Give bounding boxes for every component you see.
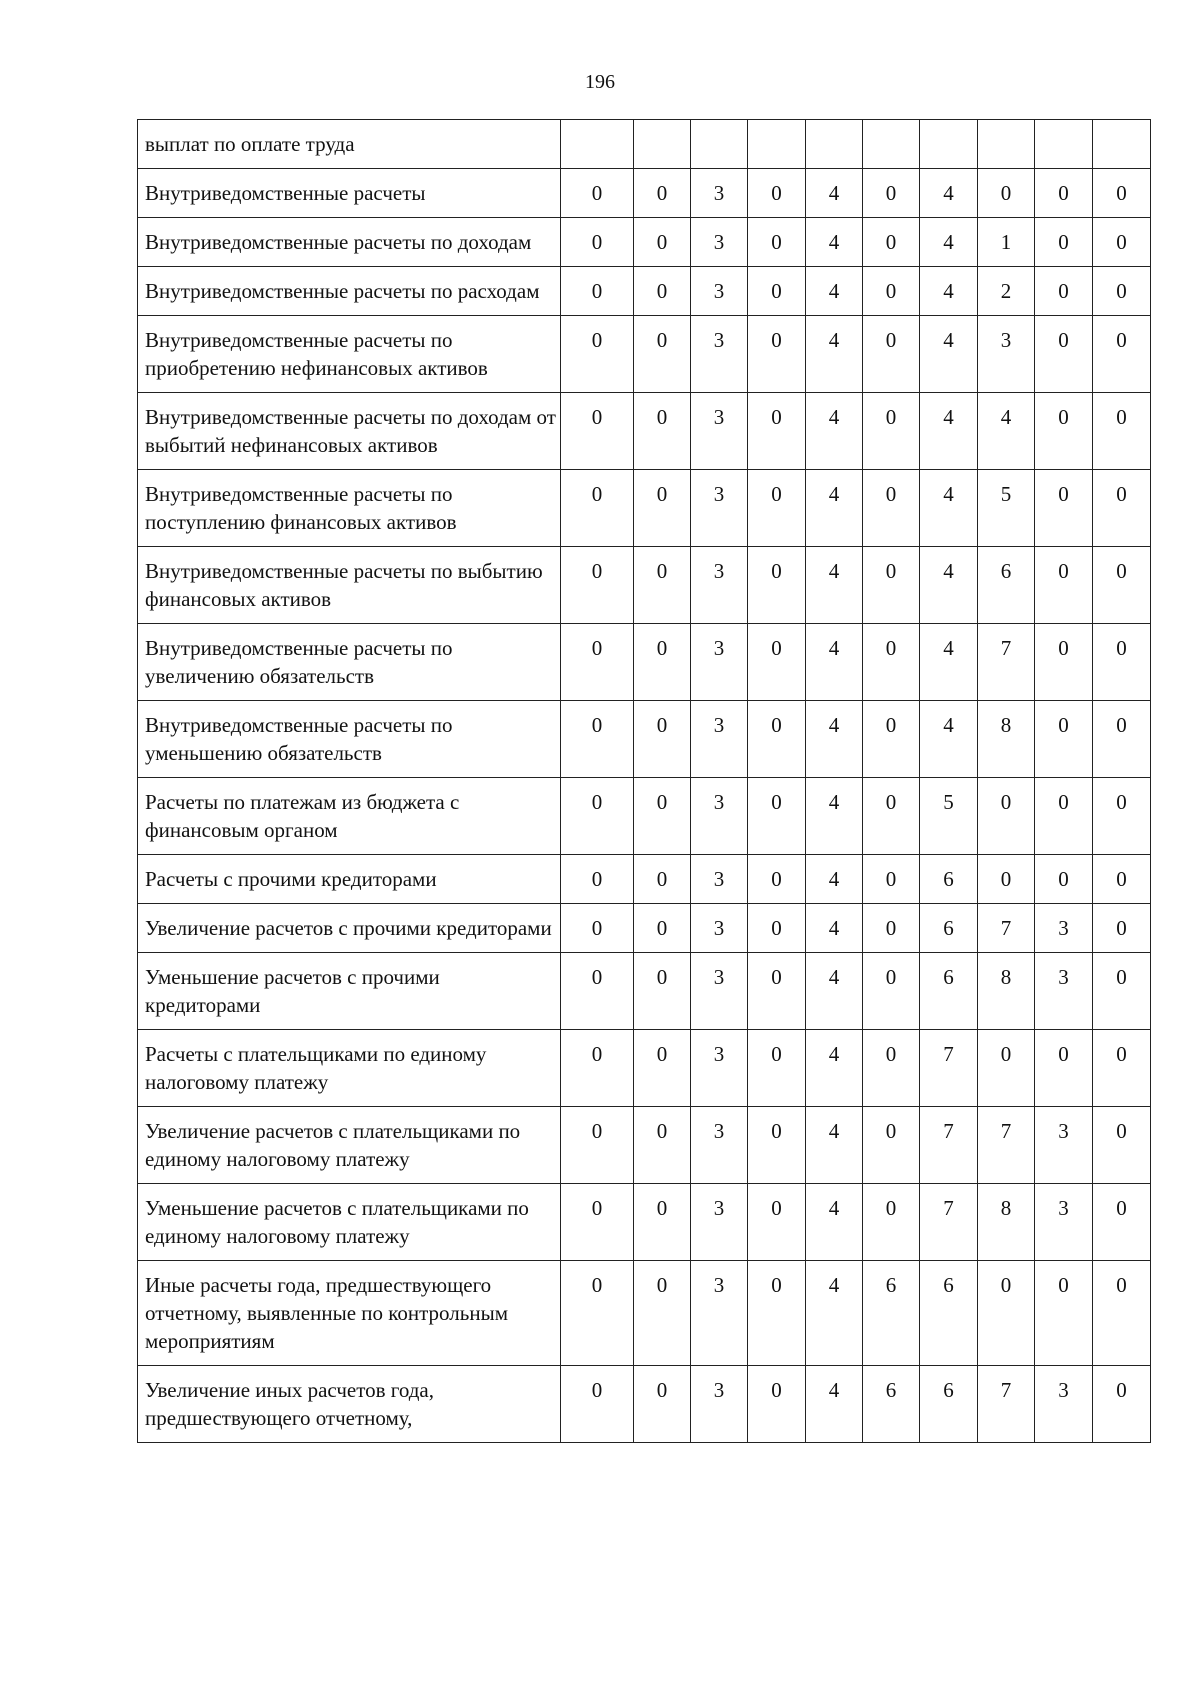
code-digit-cell: 0 [1093,855,1151,904]
code-digit-cell: 0 [1093,624,1151,701]
code-digit-cell: 4 [920,470,978,547]
code-digit-cell: 3 [691,470,748,547]
code-digit-cell: 4 [806,169,863,218]
code-digit-cell: 0 [863,218,920,267]
code-digit-cell: 0 [748,1184,806,1261]
table-row [138,624,1151,701]
code-digit-cell: 0 [863,1030,920,1107]
code-digit-cell: 3 [691,953,748,1030]
code-digit-cell: 0 [978,855,1035,904]
code-digit-cell: 8 [978,953,1035,1030]
code-digit-cell: 0 [978,1261,1035,1366]
row-name-cell: Внутриведомственные расчеты по уменьшению обязательств [138,701,561,778]
code-digit-cell: 4 [978,393,1035,470]
code-digit-cell: 0 [748,1107,806,1184]
code-digit-cell: 4 [806,547,863,624]
code-digit-cell: 4 [806,701,863,778]
code-digit-cell: 0 [748,778,806,855]
code-digit-cell: 0 [1035,470,1093,547]
code-digit-cell: 0 [863,169,920,218]
code-digit-cell: 0 [634,267,691,316]
code-digit-cell: 3 [691,218,748,267]
code-digit-cell: 3 [691,1366,748,1443]
code-digit-cell: 0 [1093,904,1151,953]
code-digit-cell: 0 [1093,701,1151,778]
code-digit-cell: 0 [561,904,634,953]
row-name-cell: выплат по оплате труда [138,120,561,169]
code-digit-cell [634,120,691,169]
code-digit-cell: 0 [748,169,806,218]
page-number: 196 [585,71,615,93]
code-digit-cell: 0 [748,470,806,547]
row-name-cell: Внутриведомственные расчеты [138,169,561,218]
code-digit-cell: 0 [863,904,920,953]
code-digit-cell: 0 [1093,1261,1151,1366]
code-digit-cell: 3 [1035,1366,1093,1443]
code-digit-cell: 0 [748,393,806,470]
row-name-cell: Увеличение расчетов с прочими кредиторами [138,904,561,953]
table-row [138,316,1151,393]
code-digit-cell: 0 [561,701,634,778]
code-digit-cell: 0 [561,169,634,218]
code-digit-cell [561,120,634,169]
code-digit-cell: 3 [1035,904,1093,953]
code-digit-cell: 0 [748,624,806,701]
code-digit-cell: 8 [978,1184,1035,1261]
code-digit-cell: 7 [920,1107,978,1184]
code-digit-cell: 3 [1035,1184,1093,1261]
code-digit-cell: 4 [806,624,863,701]
code-digit-cell: 4 [806,1366,863,1443]
code-digit-cell: 3 [691,624,748,701]
code-digit-cell: 0 [1035,1030,1093,1107]
code-digit-cell: 3 [691,778,748,855]
code-digit-cell: 0 [1035,393,1093,470]
code-digit-cell: 7 [920,1030,978,1107]
code-digit-cell: 3 [691,393,748,470]
code-digit-cell: 0 [561,316,634,393]
row-name-cell: Внутриведомственные расчеты по выбытию финансовых активов [138,547,561,624]
code-digit-cell: 4 [806,316,863,393]
code-digit-cell: 0 [1035,778,1093,855]
row-name-cell: Расчеты с прочими кредиторами [138,855,561,904]
code-digit-cell: 6 [920,904,978,953]
code-digit-cell: 4 [806,778,863,855]
code-digit-cell: 0 [1093,169,1151,218]
code-digit-cell: 3 [691,855,748,904]
table-row [138,1030,1151,1107]
code-digit-cell: 0 [863,267,920,316]
code-digit-cell: 0 [561,1030,634,1107]
code-digit-cell: 3 [691,547,748,624]
code-digit-cell: 0 [1035,1261,1093,1366]
table-row [138,169,1151,218]
code-digit-cell: 6 [863,1366,920,1443]
code-digit-cell: 0 [1093,778,1151,855]
code-digit-cell: 4 [920,701,978,778]
code-digit-cell [978,120,1035,169]
code-digit-cell: 3 [691,1261,748,1366]
code-digit-cell: 0 [1035,169,1093,218]
code-digit-cell: 0 [634,1030,691,1107]
code-digit-cell: 4 [806,1030,863,1107]
row-name-cell: Внутриведомственные расчеты по приобретению нефинансовых активов [138,316,561,393]
table-row [138,393,1151,470]
row-name-cell: Внутриведомственные расчеты по увеличению обязательств [138,624,561,701]
code-digit-cell: 0 [561,624,634,701]
code-digit-cell: 0 [634,393,691,470]
code-digit-cell: 0 [634,1184,691,1261]
code-digit-cell: 7 [978,904,1035,953]
code-digit-cell: 0 [634,316,691,393]
code-digit-cell: 4 [806,904,863,953]
code-digit-cell: 4 [806,218,863,267]
code-digit-cell: 0 [561,1261,634,1366]
code-digit-cell: 0 [634,855,691,904]
code-digit-cell: 4 [806,855,863,904]
code-digit-cell: 0 [561,267,634,316]
table-row [138,1366,1151,1443]
row-name-cell: Увеличение иных расчетов года, предшествующего отчетному, [138,1366,561,1443]
code-digit-cell: 7 [978,1107,1035,1184]
table-row [138,855,1151,904]
code-digit-cell: 3 [691,1030,748,1107]
code-digit-cell: 0 [748,267,806,316]
code-digit-cell: 3 [691,701,748,778]
code-digit-cell: 0 [634,1107,691,1184]
code-digit-cell [863,120,920,169]
code-digit-cell: 3 [691,316,748,393]
code-digit-cell: 6 [920,1366,978,1443]
code-digit-cell: 0 [1035,701,1093,778]
code-digit-cell: 0 [561,953,634,1030]
code-digit-cell: 0 [748,1030,806,1107]
code-digit-cell: 0 [1035,624,1093,701]
table-row [138,953,1151,1030]
code-digit-cell: 0 [1093,267,1151,316]
code-digit-cell: 4 [920,624,978,701]
row-name-cell: Внутриведомственные расчеты по доходам [138,218,561,267]
code-digit-cell: 0 [863,953,920,1030]
row-name-cell: Уменьшение расчетов с плательщиками по единому налоговому платежу [138,1184,561,1261]
code-digit-cell: 0 [561,1366,634,1443]
table-row [138,267,1151,316]
code-digit-cell [691,120,748,169]
code-digit-cell: 0 [1093,1030,1151,1107]
table-row [138,470,1151,547]
row-name-cell: Внутриведомственные расчеты по доходам от выбытий нефинансовых активов [138,393,561,470]
code-digit-cell: 3 [691,1184,748,1261]
code-digit-cell: 0 [561,470,634,547]
code-digit-cell: 0 [748,1261,806,1366]
code-digit-cell: 0 [863,547,920,624]
row-name-cell: Расчеты с плательщиками по единому налоговому платежу [138,1030,561,1107]
table-row [138,701,1151,778]
code-digit-cell: 0 [748,953,806,1030]
code-digit-cell: 0 [634,1366,691,1443]
code-digit-cell [1093,120,1151,169]
code-digit-cell: 6 [920,855,978,904]
code-digit-cell: 0 [1093,218,1151,267]
code-digit-cell: 0 [1035,267,1093,316]
code-digit-cell: 4 [806,1107,863,1184]
code-digit-cell: 0 [634,169,691,218]
code-digit-cell: 0 [634,904,691,953]
code-digit-cell: 0 [978,1030,1035,1107]
code-digit-cell: 0 [634,1261,691,1366]
code-digit-cell: 4 [920,267,978,316]
code-digit-cell: 3 [691,267,748,316]
code-digit-cell: 6 [863,1261,920,1366]
code-digit-cell: 0 [1093,393,1151,470]
code-digit-cell: 0 [1035,316,1093,393]
code-digit-cell: 3 [1035,953,1093,1030]
code-digit-cell: 0 [748,316,806,393]
code-digit-cell: 0 [634,547,691,624]
code-digit-cell: 0 [748,547,806,624]
code-digit-cell: 0 [1093,953,1151,1030]
row-name-cell: Уменьшение расчетов с прочими кредиторами [138,953,561,1030]
code-digit-cell: 0 [978,169,1035,218]
code-digit-cell: 3 [691,169,748,218]
code-digit-cell: 7 [978,624,1035,701]
code-digit-cell: 0 [634,218,691,267]
code-digit-cell: 0 [748,1366,806,1443]
code-digit-cell: 4 [920,393,978,470]
code-digit-cell: 0 [863,778,920,855]
code-digit-cell: 0 [748,855,806,904]
row-name-cell: Расчеты по платежам из бюджета с финансовым органом [138,778,561,855]
code-digit-cell: 0 [748,904,806,953]
code-digit-cell: 3 [978,316,1035,393]
table-row [138,120,1151,169]
code-digit-cell: 0 [561,855,634,904]
code-digit-cell: 4 [806,1261,863,1366]
code-digit-cell: 4 [806,393,863,470]
code-digit-cell: 1 [978,218,1035,267]
code-digit-cell: 0 [561,1184,634,1261]
code-digit-cell: 0 [863,1184,920,1261]
code-digit-cell: 0 [863,393,920,470]
code-digit-cell: 7 [978,1366,1035,1443]
table-row [138,218,1151,267]
code-digit-cell: 5 [978,470,1035,547]
code-digit-cell: 0 [561,218,634,267]
code-digit-cell: 6 [920,953,978,1030]
code-digit-cell: 0 [634,953,691,1030]
code-digit-cell [920,120,978,169]
code-digit-cell: 0 [1035,218,1093,267]
code-digit-cell: 4 [920,316,978,393]
code-digit-cell: 0 [1035,547,1093,624]
code-digit-cell: 5 [920,778,978,855]
code-digit-cell: 0 [863,855,920,904]
code-digit-cell: 0 [561,393,634,470]
code-digit-cell: 0 [863,701,920,778]
code-digit-cell: 4 [806,267,863,316]
code-digit-cell: 3 [691,904,748,953]
code-digit-cell: 0 [1093,1184,1151,1261]
code-digit-cell: 4 [806,470,863,547]
table-row [138,1107,1151,1184]
code-digit-cell: 0 [634,701,691,778]
code-digit-cell: 0 [863,470,920,547]
code-digit-cell: 0 [634,624,691,701]
row-name-cell: Внутриведомственные расчеты по расходам [138,267,561,316]
table-row [138,904,1151,953]
account-codes-table [137,119,1151,1443]
code-digit-cell: 4 [806,1184,863,1261]
code-digit-cell: 4 [920,169,978,218]
code-digit-cell: 4 [920,547,978,624]
code-digit-cell: 0 [1093,316,1151,393]
code-digit-cell: 0 [634,778,691,855]
code-digit-cell: 0 [978,778,1035,855]
table-row [138,1184,1151,1261]
code-digit-cell: 3 [691,1107,748,1184]
table-row [138,778,1151,855]
code-digit-cell: 6 [978,547,1035,624]
row-name-cell: Иные расчеты года, предшествующего отчетному, выявленные по контрольным мероприятиям [138,1261,561,1366]
code-digit-cell: 0 [1035,855,1093,904]
code-digit-cell: 0 [863,316,920,393]
code-digit-cell: 4 [806,953,863,1030]
code-digit-cell: 0 [561,778,634,855]
table-row [138,1261,1151,1366]
table-body [138,120,1151,1443]
code-digit-cell: 0 [1093,547,1151,624]
code-digit-cell [806,120,863,169]
code-digit-cell: 0 [748,218,806,267]
code-digit-cell: 6 [920,1261,978,1366]
code-digit-cell: 0 [748,701,806,778]
row-name-cell: Внутриведомственные расчеты по поступлению финансовых активов [138,470,561,547]
code-digit-cell: 0 [1093,470,1151,547]
code-digit-cell: 0 [561,547,634,624]
code-digit-cell: 0 [561,1107,634,1184]
code-digit-cell: 2 [978,267,1035,316]
code-digit-cell [1035,120,1093,169]
code-digit-cell: 0 [1093,1107,1151,1184]
code-digit-cell: 0 [634,470,691,547]
row-name-cell: Увеличение расчетов с плательщиками по единому налоговому платежу [138,1107,561,1184]
code-digit-cell: 0 [863,1107,920,1184]
code-digit-cell: 8 [978,701,1035,778]
code-digit-cell: 7 [920,1184,978,1261]
code-digit-cell: 3 [1035,1107,1093,1184]
table-row [138,547,1151,624]
code-digit-cell: 0 [1093,1366,1151,1443]
code-digit-cell: 4 [920,218,978,267]
code-digit-cell: 0 [863,624,920,701]
code-digit-cell [748,120,806,169]
